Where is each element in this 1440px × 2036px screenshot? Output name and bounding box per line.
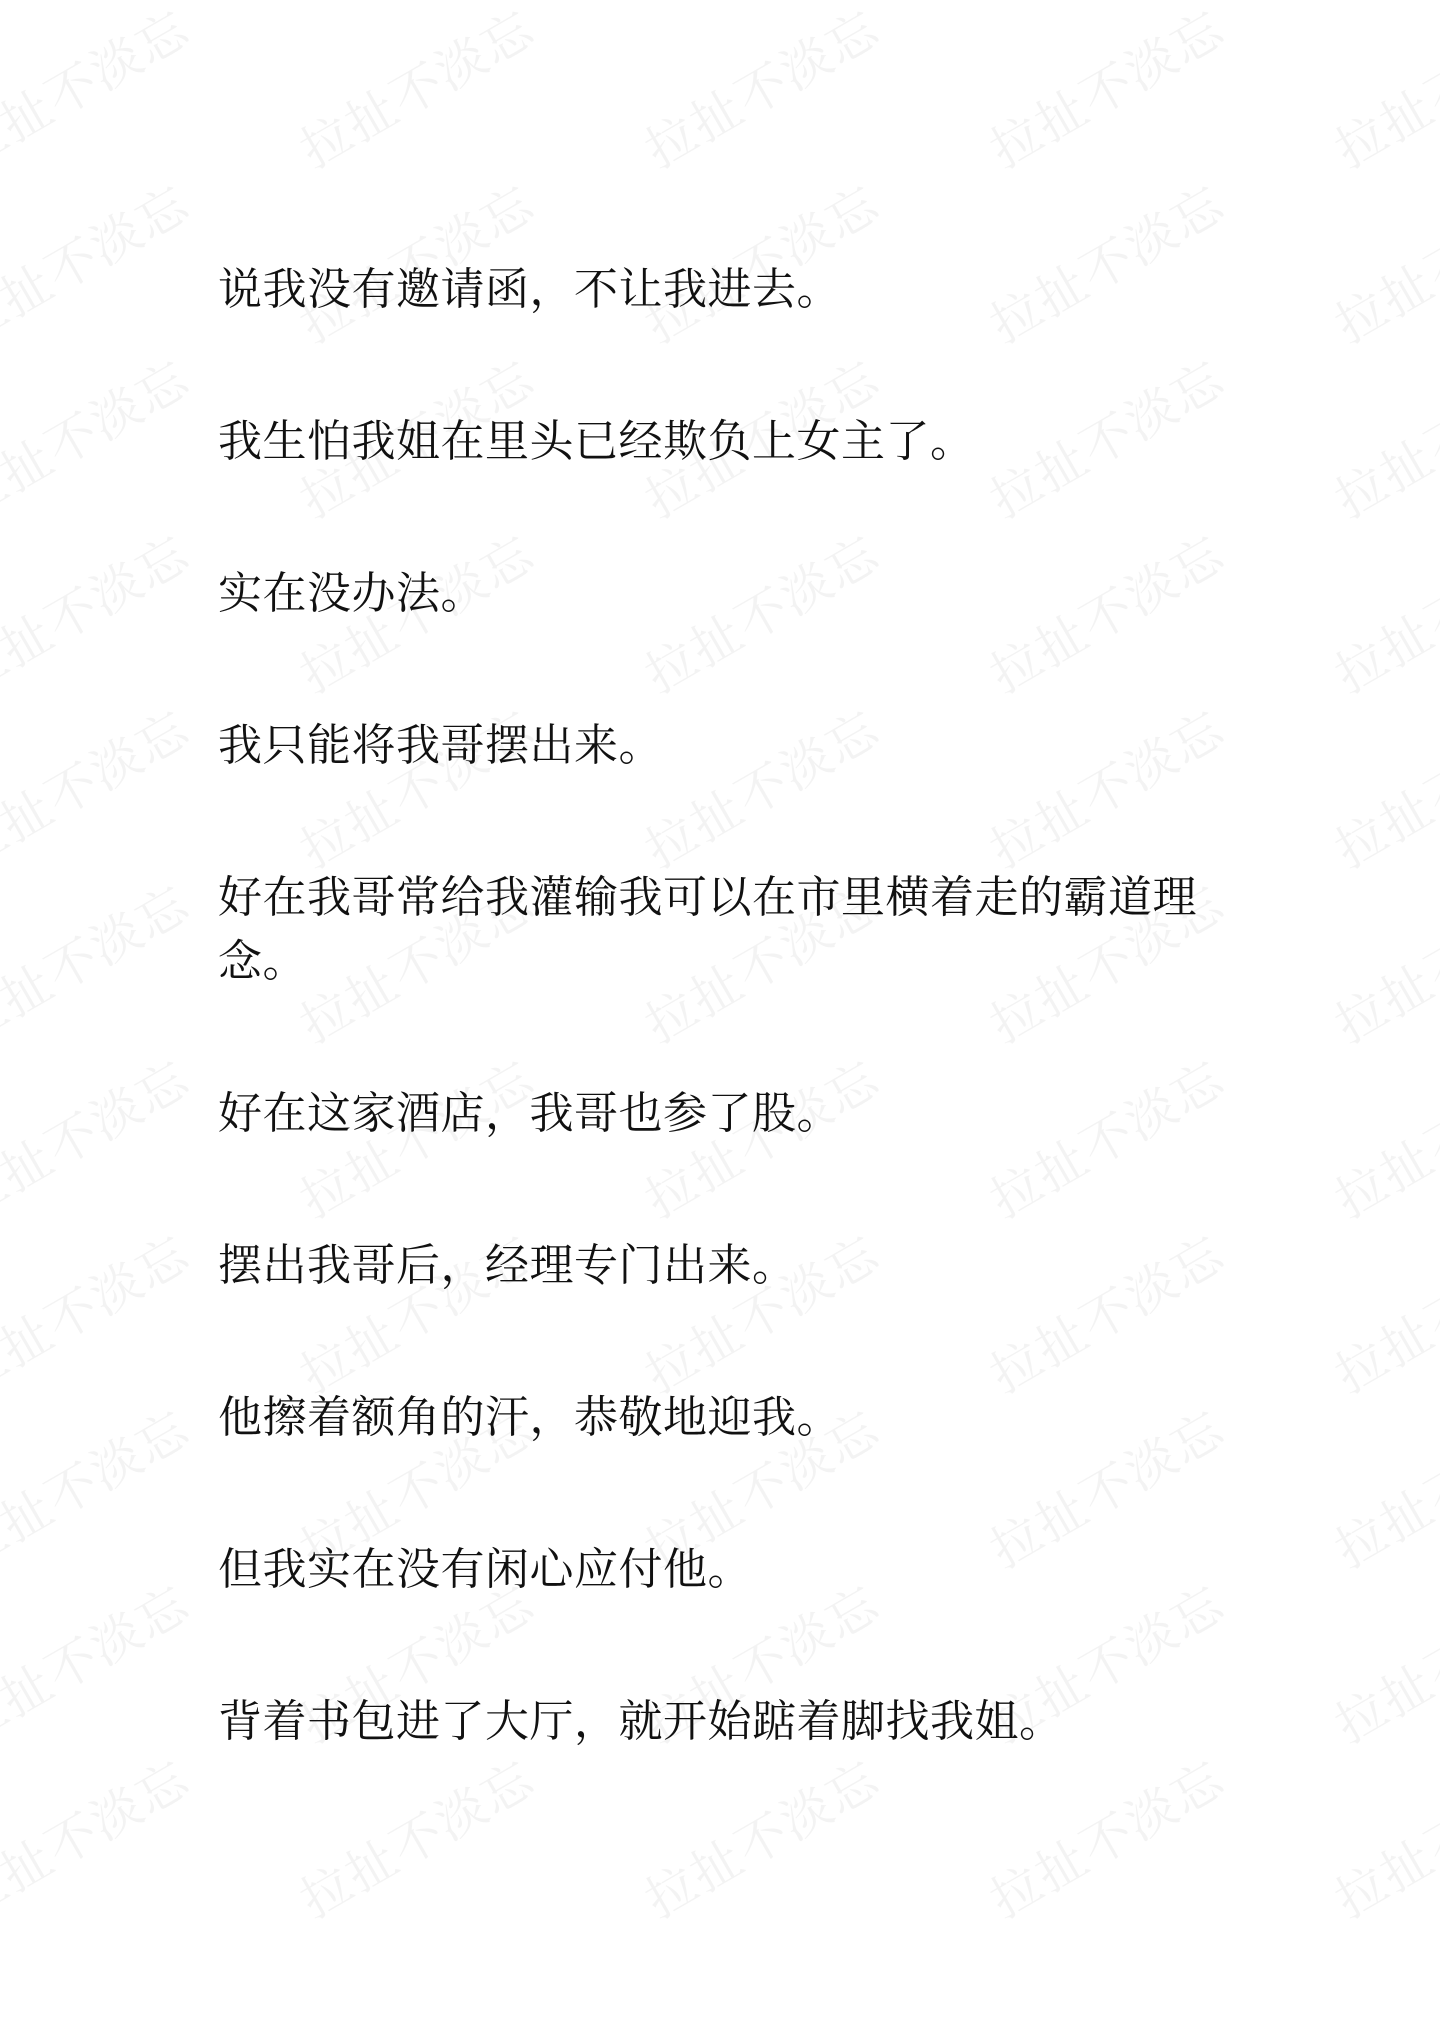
paragraph: 摆出我哥后，经理专门出来。 <box>218 1240 797 1291</box>
watermark-text <box>1320 1390 1440 1582</box>
watermark-text <box>1320 0 1440 182</box>
article-body <box>218 258 1228 1842</box>
watermark-text <box>1320 1040 1440 1232</box>
watermark-text <box>0 165 201 357</box>
watermark-text <box>0 340 201 532</box>
watermark-text <box>630 0 891 182</box>
paragraph: 我只能将我哥摆出来。 <box>218 720 663 771</box>
watermark-text <box>0 1040 201 1232</box>
watermark-text <box>1320 1740 1440 1932</box>
paragraph: 他擦着额角的汗，恭敬地迎我。 <box>218 1392 841 1443</box>
paragraph: 说我没有邀请函，不让我进去。 <box>218 264 841 315</box>
watermark-text <box>0 690 201 882</box>
watermark-text <box>0 515 201 707</box>
paragraph: 好在这家酒店，我哥也参了股。 <box>218 1088 841 1139</box>
watermark-text <box>0 865 201 1057</box>
watermark-text <box>1320 515 1440 707</box>
paragraph: 我生怕我姐在里头已经欺负上女主了。 <box>218 416 975 467</box>
paragraph: 实在没办法。 <box>218 568 485 619</box>
watermark-text <box>1320 690 1440 882</box>
paragraph: 好在我哥常给我灌输我可以在市里横着走的霸道理念。 <box>218 872 1197 987</box>
paragraph: 背着书包进了大厅，就开始踮着脚找我姐。 <box>218 1696 1064 1747</box>
paragraph: 但我实在没有闲心应付他。 <box>218 1544 752 1595</box>
watermark-text <box>975 0 1236 182</box>
watermark-text <box>1320 1565 1440 1757</box>
watermark-text <box>0 1740 201 1932</box>
watermark-text <box>0 1565 201 1757</box>
watermark-text <box>1320 865 1440 1057</box>
watermark-text <box>1320 1215 1440 1407</box>
watermark-text <box>285 0 546 182</box>
watermark-text <box>1320 165 1440 357</box>
watermark-text <box>1320 340 1440 532</box>
watermark-text <box>0 1390 201 1582</box>
watermark-text <box>0 1215 201 1407</box>
watermark-text <box>0 0 201 182</box>
